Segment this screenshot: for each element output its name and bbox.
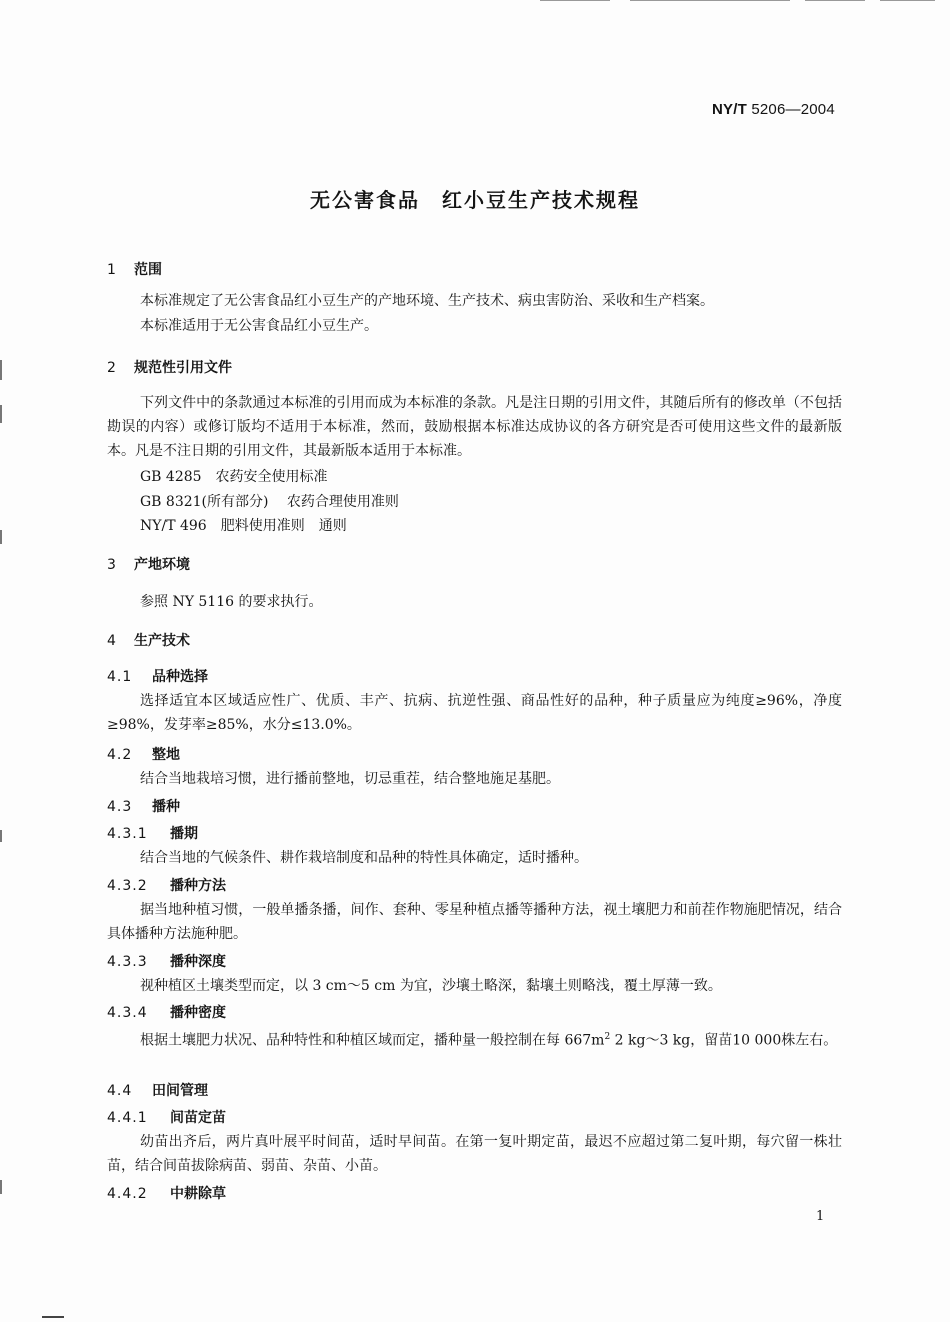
section-4-3-2-para: 据当地种植习惯，一般单播条播，间作、套种、零星种植点播等播种方法，视土壤肥力和前茬作物施肥情况，结合具体播种方法施种肥。 [107,902,842,942]
section-3-para-1: 参照 NY 5116 的要求执行。 [140,594,323,610]
reference-gb4285: GB 4285 农药安全使用标准 [140,469,328,485]
section-4-1-para: 选择适宜本区域适应性广、优质、丰产、抗病、抗逆性强、商品性好的品种，种子质量应为纯度≥96%，净度≥98%，发芽率≥85%，水分≤13.0%。 [107,693,842,733]
reference-ny496: NY/T 496 肥料使用准则 通则 [140,518,347,534]
section-4-3-1-heading: 4.3.1 播期 [107,826,198,842]
section-4-4-1-heading: 4.4.1 间苗定苗 [107,1110,226,1126]
scan-edge-mark [0,530,2,544]
scan-edge-mark [0,360,2,380]
section-4-1-heading: 4.1 品种选择 [107,669,208,685]
section-4-3-2-heading: 4.3.2 播种方法 [107,878,226,894]
section-4-2-para: 结合当地栽培习惯，进行播前整地，切忌重茬，结合整地施足基肥。 [140,771,560,787]
section-4-3-3-para: 视种植区土壤类型而定，以 3 cm～5 cm 为宜，沙壤土略深，黏壤土则略浅，覆土厚薄一致。 [140,978,722,994]
scan-edge-line [805,0,865,1]
scan-edge-line [540,0,610,1]
scan-edge-mark [0,830,2,842]
scan-footer-mark [42,1316,64,1318]
section-4-heading: 4 生产技术 [107,633,190,649]
scan-edge-mark [0,1180,2,1194]
document-title: 无公害食品 红小豆生产技术规程 [310,188,640,212]
section-4-4-1-para: 幼苗出齐后，两片真叶展平时间苗，适时早间苗。在第一复叶期定苗，最迟不应超过第二复叶期，每穴留一株壮苗，结合间苗拔除病苗、弱苗、杂苗、小苗。 [107,1134,842,1174]
section-4-3-heading: 4.3 播种 [107,799,180,815]
section-4-3-4-para: 根据土壤肥力状况、品种特性和种植区域而定，播种量一般控制在每 $667m^2$ 2 kg～3 kg，留苗10 000株左右。 [140,1032,838,1049]
standard-code: NY/T 5206—2004 [712,101,835,118]
section-4-4-2-heading: 4.4.2 中耕除草 [107,1186,226,1202]
section-1-para-2: 本标准适用于无公害食品红小豆生产。 [140,318,378,334]
section-2-heading: 2 规范性引用文件 [107,360,232,376]
scan-edge-mark [0,405,2,423]
section-2-para-1: 下列文件中的条款通过本标准的引用而成为本标准的条款。凡是注日期的引用文件，其随后所有的修改单（不包括勘误的内容）或修订版均不适用于本标准，然而，鼓励根据本标准达成协议的各方研究是否可使用这些文件的最新版本。凡是不注日期的引用文件，其最新版本适用于本标准。 [107,395,842,459]
page-number: 1 [816,1209,825,1224]
section-4-4-heading: 4.4 田间管理 [107,1083,208,1099]
section-4-3-3-heading: 4.3.3 播种深度 [107,954,226,970]
scan-edge-line [630,0,790,1]
section-3-heading: 3 产地环境 [107,557,190,573]
reference-gb8321: GB 8321(所有部分) 农药合理使用准则 [140,494,399,510]
scan-edge-line [880,0,935,1]
section-4-3-1-para: 结合当地的气候条件、耕作栽培制度和品种的特性具体确定，适时播种。 [140,850,588,866]
section-1-heading: 1 范围 [107,262,162,278]
section-4-3-4-heading: 4.3.4 播种密度 [107,1005,226,1021]
section-4-2-heading: 4.2 整地 [107,747,180,763]
section-1-para-1: 本标准规定了无公害食品红小豆生产的产地环境、生产技术、病虫害防治、采收和生产档案。 [140,293,714,309]
